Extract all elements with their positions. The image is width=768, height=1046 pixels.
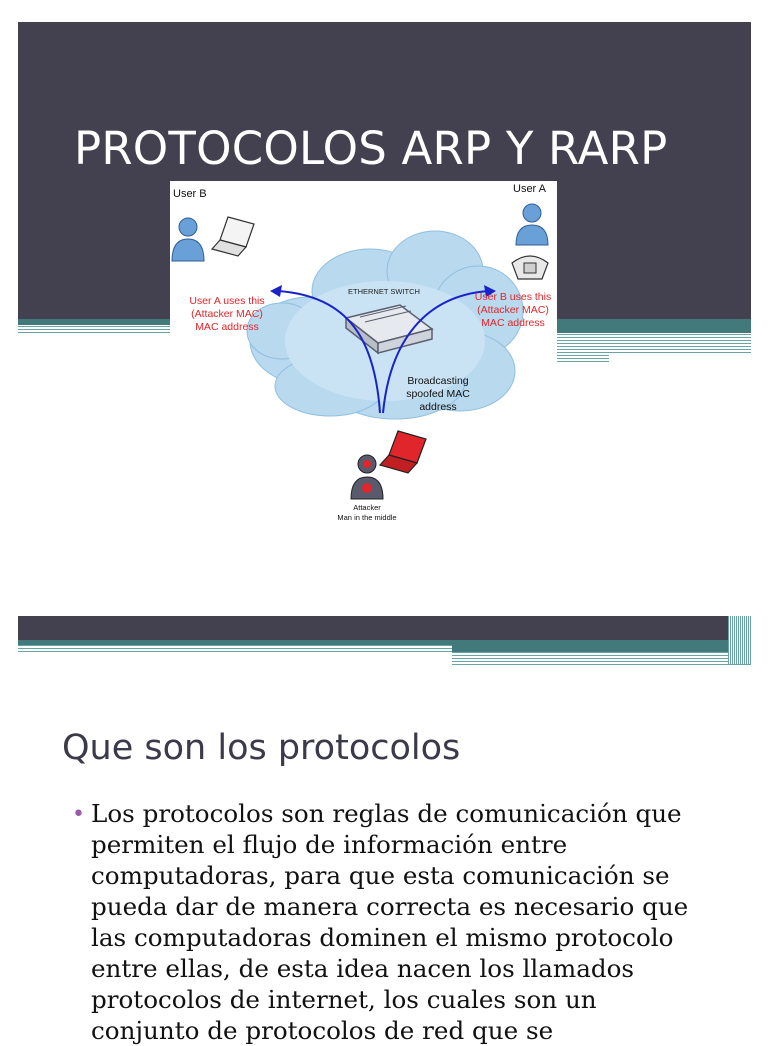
left-note-line1: User A uses this [189, 295, 265, 307]
user-a-phone-icon [512, 256, 548, 279]
arp-spoofing-diagram [170, 181, 557, 529]
slide1-stripes-right-lower [557, 353, 609, 362]
slide1-stripes-left [18, 325, 170, 333]
broadcast-note-line3: address [419, 401, 457, 413]
right-note-line3: MAC address [481, 317, 545, 329]
switch-label: ETHERNET SWITCH [348, 287, 420, 296]
slide2-stripes-left [18, 645, 452, 652]
broadcast-note-line2: spoofed MAC [406, 388, 470, 400]
right-note-line2: (Attacker MAC) [477, 304, 549, 316]
slide2-bullet-text: Los protocolos son reglas de comunicación que permiten el flujo de información entre computadoras, para que esta comunicación se pueda dar de manera correcta es necesario que las computadoras dominen el mismo protocolo entre ellas, de esta idea nacen los llamados protocolos de internet, los cuales son un conjunto de protocolos de red que se [91, 799, 689, 1045]
slide2-bullet-list [72, 798, 712, 1046]
slide1-title: PROTOCOLOS ARP Y RARP [74, 122, 668, 175]
right-note-line1: User B uses this [474, 291, 552, 303]
slide2-stripes-right [452, 652, 751, 665]
left-note-line2: (Attacker MAC) [191, 308, 263, 320]
broadcast-note-line1: Broadcasting [407, 375, 469, 387]
left-note-line3: MAC address [195, 321, 259, 333]
slide1-stripes-right [557, 333, 751, 353]
attacker-note-line1: Attacker [353, 503, 381, 512]
user-a-label: User A [513, 183, 547, 195]
slide2-title: Que son los protocolos [62, 728, 461, 768]
bullet-dot-icon: • [72, 802, 85, 827]
user-b-label: User B [173, 188, 207, 200]
attacker-note-line2: Man in the middle [337, 513, 397, 522]
slide2-title-band [18, 616, 751, 640]
slide2-stripes-edge [728, 616, 751, 664]
